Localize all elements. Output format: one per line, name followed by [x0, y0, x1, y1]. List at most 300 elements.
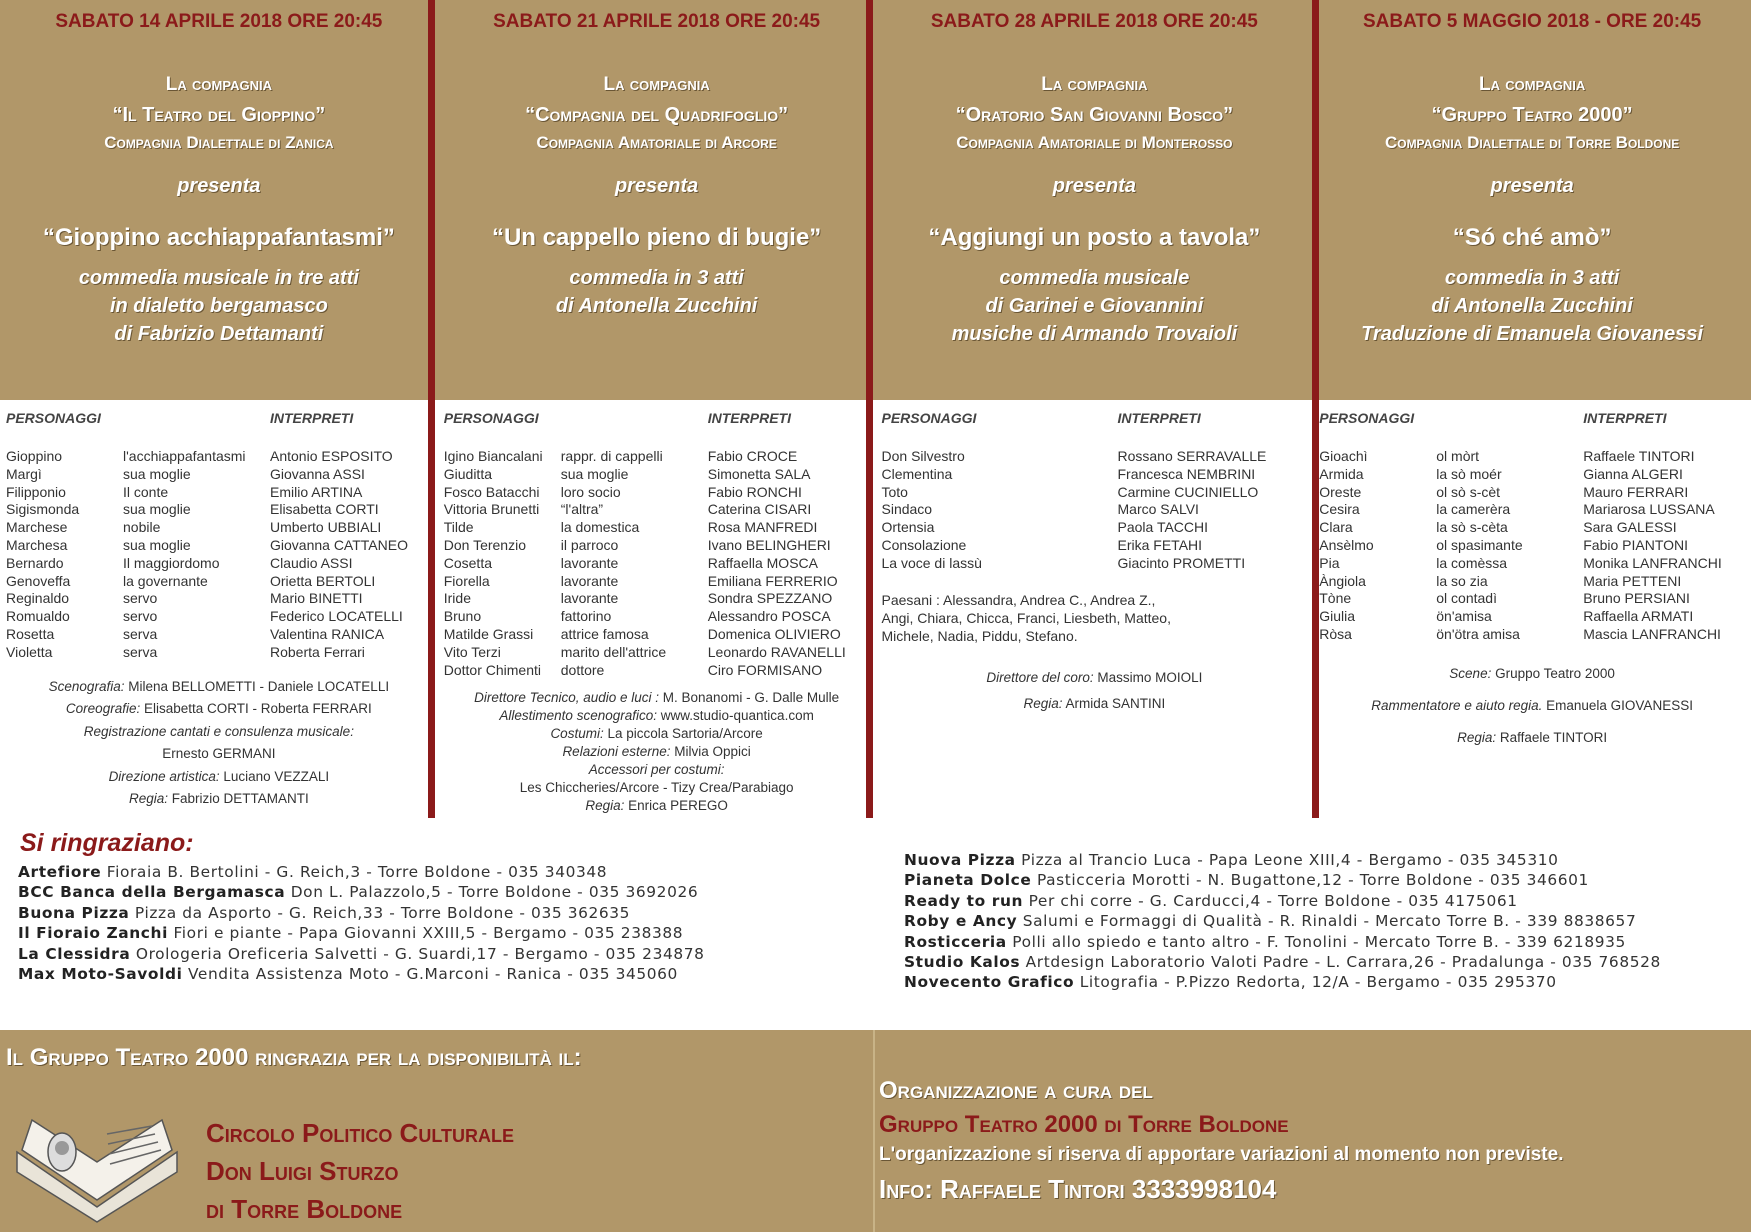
credit-value: Gruppo Teatro 2000 — [1495, 665, 1615, 681]
credit-label: Regia: — [1023, 695, 1063, 711]
character-role: ol contadì — [1436, 590, 1497, 607]
character-name: Iride — [443, 590, 471, 607]
character-role: fattorino — [560, 608, 612, 625]
cast-row — [1313, 448, 1751, 466]
credit-line — [0, 743, 438, 766]
sponsor-details: Litografia - P.Pizzo Redorta, 12/A - Bergamo - 035 295370 — [1079, 973, 1557, 992]
sponsor-name: BCC Banca della Bergamasca — [18, 883, 286, 902]
presenta-label: presenta — [1052, 175, 1137, 197]
column-divider — [1312, 0, 1319, 818]
character-name: Bernardo — [6, 554, 64, 571]
org-line-2: Gruppo Teatro 2000 di Torre Boldone — [879, 1111, 1289, 1138]
actor-name: Mascia LANFRANCHI — [1583, 625, 1721, 642]
sponsor-name: Il Fioraio Zanchi — [18, 924, 168, 943]
character-name: Toto — [881, 483, 908, 500]
actor-name: Raffaele TINTORI — [1583, 448, 1695, 464]
event-date: SABATO 21 APRILE 2018 ORE 20:45 — [493, 11, 821, 32]
cast-row — [0, 501, 438, 519]
sponsor-entry — [904, 952, 1661, 972]
credit-label: Coreografie: — [65, 701, 141, 717]
actor-name: Giacinto PROMETTI — [1117, 554, 1246, 571]
character-name: Vittoria Brunetti — [443, 501, 540, 518]
sponsor-entry — [18, 882, 705, 902]
cast-list — [0, 434, 438, 662]
cast-row — [438, 626, 876, 644]
sponsor-details: Don L. Palazzolo,5 - Torre Boldone - 035 3692026 — [290, 883, 699, 902]
character-role: sua moglie — [123, 536, 191, 553]
credit-line — [876, 665, 1314, 691]
actor-name: Alessandro POSCA — [707, 608, 831, 625]
credit-line — [0, 676, 438, 699]
sponsor-details: Polli allo spiedo e tanto altro - F. Tonolini - Mercato Torre B. - 339 6218935 — [1012, 932, 1626, 951]
sponsor-details: Pizza al Trancio Luca - Papa Leone XIII,4 - Bergamo - 035 345310 — [1021, 851, 1559, 869]
character-name: Vito Terzi — [443, 643, 501, 660]
credit-value: Ernesto GERMANI — [162, 746, 276, 762]
credit-value: www.studio-quantica.com — [660, 708, 814, 724]
paesani-line: Michele, Nadia, Piddu, Stefano. — [881, 627, 1078, 644]
actor-name: Umberto UBBIALI — [270, 519, 382, 536]
actor-name: Sondra SPEZZANO — [707, 590, 833, 607]
credits — [1313, 658, 1751, 754]
actor-name: Orietta BERTOLI — [270, 572, 376, 589]
personaggi-header: PERSONAGGI — [6, 410, 101, 426]
cast-section — [876, 400, 1314, 820]
company-subtitle: Compagnia Dialettale di Zanica — [104, 133, 334, 152]
character-role: il parroco — [560, 536, 619, 553]
footer-left — [0, 1030, 873, 1232]
character-role: servo — [123, 608, 158, 625]
thanks-title: Si ringraziano: — [20, 829, 194, 857]
cast-row — [0, 590, 438, 608]
credit-label: Scene: — [1449, 665, 1492, 681]
sponsor-details: Artdesign Laboratorio Valoti Padre - L. Carrara,26 - Pradalunga - 035 768528 — [1025, 953, 1661, 972]
sponsor-entry — [904, 972, 1661, 992]
sponsor-details: Orologeria Oreficeria Salvetti - G. Suardi,17 - Bergamo - 035 234878 — [135, 944, 705, 963]
character-name: Clementina — [881, 465, 953, 482]
character-name: Giulia — [1319, 608, 1356, 625]
actor-name: Francesca NEMBRINI — [1117, 465, 1256, 482]
character-name: Matilde Grassi — [443, 625, 534, 642]
show-title: “Só ché amò” — [1452, 224, 1612, 251]
cast-row — [438, 573, 876, 591]
cast-row — [0, 608, 438, 626]
sponsor-name: Ready to run — [904, 891, 1024, 910]
actor-name: Domenica OLIVIERO — [707, 625, 841, 642]
sponsor-name: Nuova Pizza — [904, 851, 1016, 869]
cast-row — [0, 448, 438, 466]
character-role: ol spasimante — [1436, 536, 1523, 553]
cast-row — [438, 662, 876, 680]
sponsor-details: Salumi e Formaggi di Qualità - R. Rinaldi - Mercato Torre B. - 339 8838657 — [1022, 912, 1637, 931]
character-role: ol mòrt — [1436, 448, 1480, 464]
character-role: ol sò s-cèt — [1436, 483, 1501, 500]
character-name: Don Terenzio — [443, 536, 526, 553]
sponsor-entry — [18, 944, 705, 964]
company-name: “Gruppo Teatro 2000” — [1431, 104, 1633, 126]
credit-label: Registrazione cantati e consulenza musicale: — [83, 723, 354, 739]
character-name: Sigismonda — [6, 501, 80, 518]
credit-label: Accessori per costumi: — [588, 762, 725, 778]
organization-info — [879, 1074, 1563, 1210]
cast-section — [438, 400, 876, 820]
show-description — [1313, 264, 1751, 348]
credit-value: Armida SANTINI — [1065, 695, 1166, 711]
desc-line: commedia in 3 atti — [1444, 267, 1620, 289]
sponsor-details: Vendita Assistenza Moto - G.Marconi - Ranica - 035 345060 — [187, 965, 678, 984]
character-role: la comèssa — [1436, 554, 1508, 571]
cast-row — [0, 626, 438, 644]
cast-list — [438, 434, 876, 679]
sponsor-details: Pizza da Asporto - G. Reich,33 - Torre Boldone - 035 362635 — [134, 903, 631, 922]
cast-row — [876, 555, 1314, 573]
footer-right — [873, 1030, 1751, 1232]
actor-name: Antonio ESPOSITO — [270, 448, 393, 464]
character-role: ön'ötra amisa — [1436, 625, 1520, 642]
actor-name: Gianna ALGERI — [1583, 465, 1683, 482]
actor-name: Raffaella MOSCA — [707, 554, 818, 571]
cast-list — [1313, 434, 1751, 644]
event-header — [1313, 0, 1751, 400]
actor-name: Bruno PERSIANI — [1583, 590, 1690, 607]
circolo-line: di Torre Boldone — [206, 1194, 403, 1224]
credit-label: Direzione artistica: — [108, 768, 220, 784]
character-name: Rosetta — [6, 625, 55, 642]
interpreti-header: INTERPRETI — [707, 410, 791, 426]
actor-name: Claudio ASSI — [270, 554, 353, 571]
desc-line: commedia musicale in tre atti — [78, 267, 359, 289]
character-name: Genoveffa — [6, 572, 71, 589]
event-date: SABATO 28 APRILE 2018 ORE 20:45 — [930, 11, 1258, 32]
credit-value: Milena BELLOMETTI - Daniele LOCATELLI — [128, 678, 390, 694]
thanks-list-left — [18, 862, 705, 984]
interpreti-header: INTERPRETI — [1583, 410, 1667, 426]
cast-section — [0, 400, 438, 820]
character-name: Ansèlmo — [1319, 536, 1374, 553]
character-role: l'acchiappafantasmi — [123, 448, 246, 464]
cast-row — [876, 501, 1314, 519]
character-name: Gioppino — [6, 448, 63, 464]
character-name: Sindaco — [881, 501, 933, 518]
actor-name: Fabio CROCE — [707, 448, 798, 464]
personaggi-header: PERSONAGGI — [443, 410, 539, 426]
character-role: rappr. di cappelli — [560, 448, 663, 464]
character-role: lavorante — [560, 554, 619, 571]
credit-value: Elisabetta CORTI - Roberta FERRARI — [143, 701, 372, 717]
credit-line — [1313, 690, 1751, 722]
cast-row — [438, 466, 876, 484]
paesani-line: Angi, Chiara, Chicca, Franci, Liesbeth, Matteo, — [881, 609, 1171, 626]
cast-row — [1313, 484, 1751, 502]
actor-name: Raffaella ARMATI — [1583, 608, 1694, 625]
credit-value: Enrica PEREGO — [628, 798, 728, 814]
actor-name: Elisabetta CORTI — [270, 501, 379, 518]
actor-name: Rossano SERRAVALLE — [1117, 448, 1267, 464]
sponsor-entry — [904, 911, 1661, 931]
character-name: Marchesa — [6, 536, 68, 553]
company-name: “Il Teatro del Gioppino” — [112, 104, 326, 126]
character-role: “l'altra” — [560, 501, 604, 518]
character-name: Igino Biancalani — [443, 448, 543, 464]
character-name: Pia — [1319, 554, 1340, 571]
character-name: Fosco Batacchi — [443, 483, 540, 500]
credit-value: Luciano VEZZALI — [223, 768, 330, 784]
actor-name: Erika FETAHI — [1117, 536, 1203, 553]
character-name: Ròsa — [1319, 625, 1352, 642]
actor-name: Giovanna ASSI — [270, 465, 365, 482]
sponsor-name: Buona Pizza — [18, 903, 130, 922]
credit-line — [438, 707, 876, 725]
credit-label: Relazioni esterne: — [562, 744, 671, 760]
thanks-section — [0, 820, 1751, 1030]
credit-line — [0, 766, 438, 789]
la-compagnia-label: La compagnia — [603, 74, 710, 95]
cast-headers — [1313, 400, 1751, 434]
org-line-1: Organizzazione a cura del — [879, 1077, 1153, 1104]
character-role: sua moglie — [123, 501, 191, 518]
cast-row — [0, 484, 438, 502]
cast-row — [0, 466, 438, 484]
actor-name: Fabio RONCHI — [707, 483, 802, 500]
sponsor-name: Roby e Ancy — [904, 912, 1018, 931]
actor-name: Mauro FERRARI — [1583, 483, 1689, 500]
character-name: Oreste — [1319, 483, 1362, 500]
cast-row — [1313, 590, 1751, 608]
org-info-contact: Info: Raffaele Tintori 3333998104 — [879, 1174, 1277, 1204]
credit-label: Direttore Tecnico, audio e luci : — [474, 690, 660, 706]
character-role: la governante — [123, 572, 208, 589]
cast-row — [1313, 519, 1751, 537]
cast-row — [438, 590, 876, 608]
character-name: Tilde — [443, 519, 474, 536]
sponsor-name: Pianeta Dolce — [904, 871, 1032, 890]
event-column-3 — [876, 0, 1314, 820]
event-date: SABATO 14 APRILE 2018 ORE 20:45 — [55, 11, 383, 32]
cast-row — [438, 537, 876, 555]
cast-row — [876, 466, 1314, 484]
character-role: serva — [123, 625, 158, 642]
cast-row — [1313, 501, 1751, 519]
actor-name: Ciro FORMISANO — [707, 661, 823, 678]
character-name: Ortensia — [881, 519, 935, 536]
cast-headers — [0, 400, 438, 434]
cast-row — [1313, 608, 1751, 626]
character-role: sua moglie — [560, 465, 629, 482]
sponsor-entry — [18, 862, 705, 882]
character-name: Armida — [1319, 465, 1364, 482]
credit-label: Costumi: — [550, 726, 604, 742]
actor-name: Carmine CUCINIELLO — [1117, 483, 1259, 500]
sponsor-entry — [904, 870, 1661, 890]
company-name: “Oratorio San Giovanni Bosco” — [955, 104, 1234, 126]
credits — [876, 665, 1314, 717]
desc-line: in dialetto bergamasco — [109, 295, 328, 317]
credit-line — [438, 725, 876, 743]
cast-row — [438, 519, 876, 537]
character-role: lavorante — [560, 572, 619, 589]
credit-label: Scenografia: — [48, 678, 125, 694]
sponsor-entry — [18, 923, 705, 943]
sponsor-entry — [904, 891, 1661, 911]
event-header — [876, 0, 1314, 400]
sponsor-name: La Clessidra — [18, 944, 131, 963]
credit-value: Massimo MOIOLI — [1097, 669, 1203, 685]
credit-value: Raffaele TINTORI — [1499, 729, 1608, 745]
cast-row — [1313, 555, 1751, 573]
character-name: Giuditta — [443, 465, 492, 482]
character-role: la camerèra — [1436, 501, 1511, 518]
cast-row — [876, 537, 1314, 555]
credit-value: Milvia Oppici — [674, 744, 751, 760]
actor-name: Giovanna CATTANEO — [270, 536, 408, 553]
desc-line: di Fabrizio Dettamanti — [114, 323, 324, 345]
sponsor-details: Fiori e piante - Papa Giovanni XXIII,5 - Bergamo - 035 238388 — [173, 924, 684, 943]
sponsor-entry — [18, 903, 705, 923]
credit-label: Regia: — [128, 791, 168, 807]
credit-line — [438, 743, 876, 761]
actor-name: Fabio PIANTONI — [1583, 536, 1689, 553]
circolo-name — [206, 1114, 514, 1228]
paesani-line: Paesani : Alessandra, Andrea C., Andrea Z., — [881, 591, 1156, 608]
actor-name: Emilio ARTINA — [270, 483, 363, 500]
credit-line — [0, 788, 438, 811]
character-role: ön'amisa — [1436, 608, 1492, 625]
circolo-book-logo — [12, 1112, 182, 1224]
company-subtitle: Compagnia Amatoriale di Monterosso — [956, 133, 1233, 152]
character-role: servo — [123, 590, 158, 607]
character-name: Cesira — [1319, 501, 1360, 518]
cast-row — [1313, 573, 1751, 591]
character-role: dottore — [560, 661, 605, 678]
desc-line: commedia musicale — [999, 267, 1190, 289]
character-role: serva — [123, 643, 158, 660]
show-description — [876, 264, 1314, 348]
credit-line — [876, 691, 1314, 717]
credit-line — [438, 797, 876, 815]
character-name: Consolazione — [881, 536, 967, 553]
character-name: Fiorella — [443, 572, 490, 589]
credit-line — [438, 761, 876, 779]
credit-label: Regia: — [1457, 729, 1497, 745]
desc-line: musiche di Armando Trovaioli — [951, 323, 1238, 345]
la-compagnia-label: La compagnia — [1479, 74, 1586, 95]
actor-name: Sara GALESSI — [1583, 519, 1677, 536]
actor-name: Maria PETTENI — [1583, 572, 1682, 589]
character-role: la domestica — [560, 519, 640, 536]
cast-row — [438, 608, 876, 626]
cast-row — [0, 519, 438, 537]
sponsor-entry — [18, 964, 705, 984]
company-subtitle: Compagnia Amatoriale di Arcore — [536, 133, 777, 152]
character-name: Gioachì — [1319, 448, 1368, 464]
character-name: Filipponio — [6, 483, 66, 500]
column-divider — [428, 0, 435, 818]
character-role: sua moglie — [123, 465, 191, 482]
credit-label: Allestimento scenografico: — [499, 708, 657, 724]
desc-line: Traduzione di Emanuela Giovanessi — [1361, 323, 1704, 345]
sponsor-details: Pasticceria Morotti - N. Bugattone,12 - Torre Boldone - 035 346601 — [1036, 871, 1589, 890]
sponsor-name: Max Moto-Savoldi — [18, 965, 183, 984]
event-column-4 — [1313, 0, 1751, 820]
character-role: Il maggiordomo — [123, 554, 220, 571]
character-name: Àngiola — [1319, 572, 1366, 589]
sponsor-details: Fioraia B. Bertolini - G. Reich,3 - Torre Boldone - 035 340348 — [106, 863, 608, 881]
cast-row — [0, 573, 438, 591]
actor-name: Federico LOCATELLI — [270, 608, 403, 625]
credits — [0, 676, 438, 811]
cast-row — [438, 644, 876, 662]
actor-name: Marco SALVI — [1117, 501, 1199, 518]
footer-left-title: Il Gruppo Teatro 2000 ringrazia per la disponibilità il: — [6, 1044, 582, 1071]
cast-row — [438, 484, 876, 502]
show-title: “Un cappello pieno di bugie” — [491, 224, 822, 251]
cast-row — [876, 519, 1314, 537]
character-name: Margì — [6, 465, 42, 482]
company-subtitle: Compagnia Dialettale di Torre Boldone — [1384, 133, 1680, 152]
character-role: nobile — [123, 519, 161, 536]
cast-list — [876, 434, 1314, 573]
credit-value: Les Chiccheries/Arcore - Tizy Crea/Parabiago — [519, 780, 794, 796]
show-description — [0, 264, 438, 348]
cast-row — [0, 644, 438, 662]
character-role: lavorante — [560, 590, 619, 607]
actor-name: Paola TACCHI — [1117, 519, 1209, 536]
la-compagnia-label: La compagnia — [1041, 74, 1148, 95]
cast-row — [0, 537, 438, 555]
credit-line — [1313, 658, 1751, 690]
cast-row — [438, 448, 876, 466]
credit-line — [0, 698, 438, 721]
actor-name: Rosa MANFREDI — [707, 519, 818, 536]
credit-label: Direttore del coro: — [986, 669, 1094, 685]
company-name: “Compagnia del Quadrifoglio” — [525, 104, 789, 126]
desc-line: commedia in 3 atti — [569, 267, 744, 289]
credit-line — [0, 721, 438, 744]
credit-label: Rammentatore e aiuto regia. — [1371, 697, 1543, 713]
personaggi-header: PERSONAGGI — [881, 410, 977, 426]
paesani — [876, 573, 1314, 645]
character-name: Reginaldo — [6, 590, 70, 607]
show-title: “Gioppino acchiappafantasmi” — [42, 224, 395, 251]
interpreti-header: INTERPRETI — [1117, 410, 1201, 426]
interpreti-header: INTERPRETI — [270, 410, 354, 426]
character-name: Don Silvestro — [881, 448, 965, 464]
sponsor-name: Rosticceria — [904, 932, 1007, 951]
actor-name: Mario BINETTI — [270, 590, 363, 607]
column-divider — [866, 0, 873, 818]
sponsor-details: Per chi corre - G. Carducci,4 - Torre Boldone - 035 4175061 — [1028, 891, 1518, 910]
credit-label: Regia: — [585, 798, 625, 814]
character-name: Tòne — [1319, 590, 1352, 607]
actor-name: Emiliana FERRERIO — [707, 572, 838, 589]
desc-line: di Garinei e Giovannini — [985, 295, 1204, 317]
desc-line: di Antonella Zucchini — [555, 295, 758, 317]
credit-line — [1313, 722, 1751, 754]
event-date: SABATO 5 MAGGIO 2018 - ORE 20:45 — [1363, 11, 1702, 32]
presenta-label: presenta — [177, 175, 261, 197]
character-role: la sò s-cèta — [1436, 519, 1508, 536]
sponsor-entry — [904, 932, 1661, 952]
circolo-line: Circolo Politico Culturale — [206, 1118, 514, 1148]
actor-name: Roberta Ferrari — [270, 643, 365, 660]
actor-name: Mariarosa LUSSANA — [1583, 501, 1715, 518]
personaggi-header: PERSONAGGI — [1319, 410, 1415, 426]
character-role: la sò moér — [1436, 465, 1502, 482]
character-name: Marchese — [6, 519, 68, 536]
cast-headers — [876, 400, 1314, 434]
sponsor-entry — [904, 850, 1661, 870]
character-name: Cosetta — [443, 554, 492, 571]
sponsor-name: Novecento Grafico — [904, 973, 1075, 992]
